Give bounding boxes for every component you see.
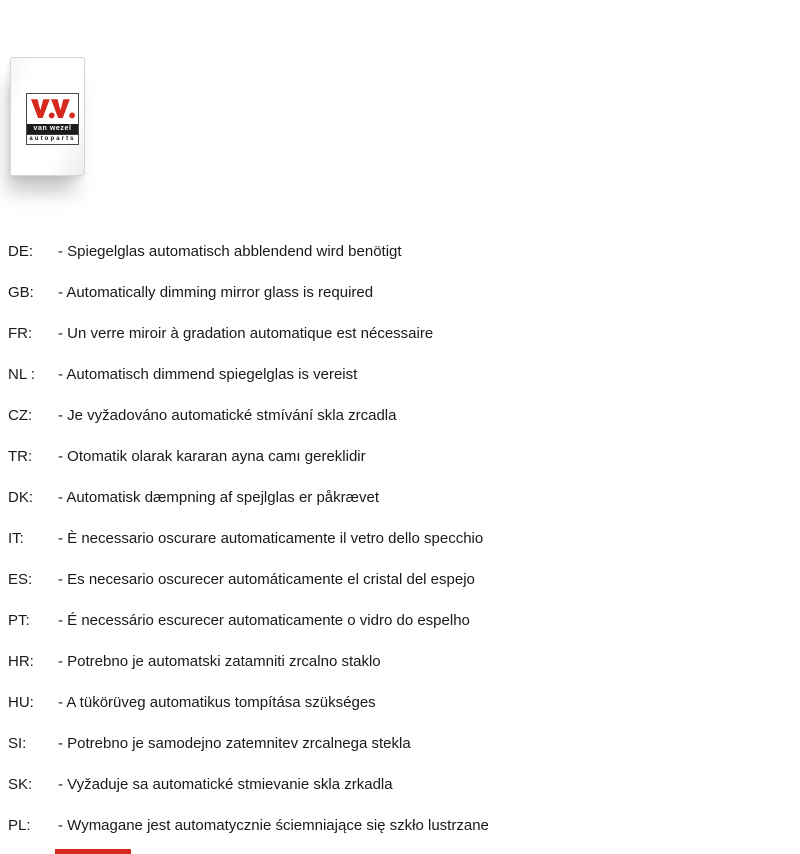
language-row-dk xyxy=(8,477,788,518)
language-text: - Je vyžadováno automatické stmívání skla zrcadla xyxy=(58,407,397,424)
language-row-it xyxy=(8,518,788,559)
language-text: - Otomatik olarak kararan ayna camı gereklidir xyxy=(58,448,366,465)
language-row-hu xyxy=(8,682,788,723)
language-text: - Es necesario oscurecer automáticamente el cristal del espejo xyxy=(58,571,475,588)
language-code: DK: xyxy=(8,489,34,506)
language-code: GB: xyxy=(8,284,34,301)
language-code: ES: xyxy=(8,571,33,588)
logo-brand-name: van wezel xyxy=(27,124,78,134)
language-row-de xyxy=(8,231,788,272)
language-code: NL : xyxy=(8,366,35,383)
language-row-fr xyxy=(8,313,788,354)
language-row-pl xyxy=(8,805,788,846)
language-requirement-list xyxy=(8,231,788,846)
language-text: - Potrebno je automatski zatamniti zrcalno staklo xyxy=(58,653,381,670)
language-text: - A tükörüveg automatikus tompítása szükséges xyxy=(58,694,376,711)
language-text: - Automatisk dæmpning af spejlglas er påkrævet xyxy=(58,489,379,506)
language-text: - Un verre miroir à gradation automatique est nécessaire xyxy=(58,325,434,342)
language-text: - Vyžaduje sa automatické stmievanie skla zrkadla xyxy=(58,776,393,793)
language-row-sk xyxy=(8,764,788,805)
language-row-es xyxy=(8,559,788,600)
language-text: - Automatisch dimmend spiegelglas is vereist xyxy=(58,366,358,383)
language-code: DE: xyxy=(8,243,34,260)
language-code: PL: xyxy=(8,817,31,834)
language-text: - Automatically dimming mirror glass is required xyxy=(58,284,374,301)
language-code: HU: xyxy=(8,694,34,711)
language-row-cz xyxy=(8,395,788,436)
logo-subtitle: autoparts xyxy=(27,134,78,144)
language-text: - Spiegelglas automatisch abblendend wird benötigt xyxy=(58,243,402,260)
language-row-tr xyxy=(8,436,788,477)
van-wezel-product-card xyxy=(10,57,85,176)
language-text: - É necessário escurecer automaticamente o vidro do espelho xyxy=(58,612,470,629)
language-code: IT: xyxy=(8,530,24,547)
language-row-hr xyxy=(8,641,788,682)
language-code: SK: xyxy=(8,776,33,793)
language-row-si xyxy=(8,723,788,764)
language-text: - Potrebno je samodejno zatemnitev zrcalnega stekla xyxy=(58,735,411,752)
red-bar-partial xyxy=(55,849,131,854)
language-code: HR: xyxy=(8,653,34,670)
language-text: - È necessario oscurare automaticamente il vetro dello specchio xyxy=(58,530,484,547)
vw-mark-icon xyxy=(27,94,78,124)
language-code: TR: xyxy=(8,448,33,465)
language-row-pt xyxy=(8,600,788,641)
language-code: PT: xyxy=(8,612,30,629)
language-text: - Wymagane jest automatycznie ściemniające się szkło lustrzane xyxy=(58,817,489,834)
language-code: SI: xyxy=(8,735,27,752)
language-row-nl xyxy=(8,354,788,395)
language-row-gb xyxy=(8,272,788,313)
language-code: FR: xyxy=(8,325,33,342)
van-wezel-logo xyxy=(26,93,79,145)
language-code: CZ: xyxy=(8,407,33,424)
